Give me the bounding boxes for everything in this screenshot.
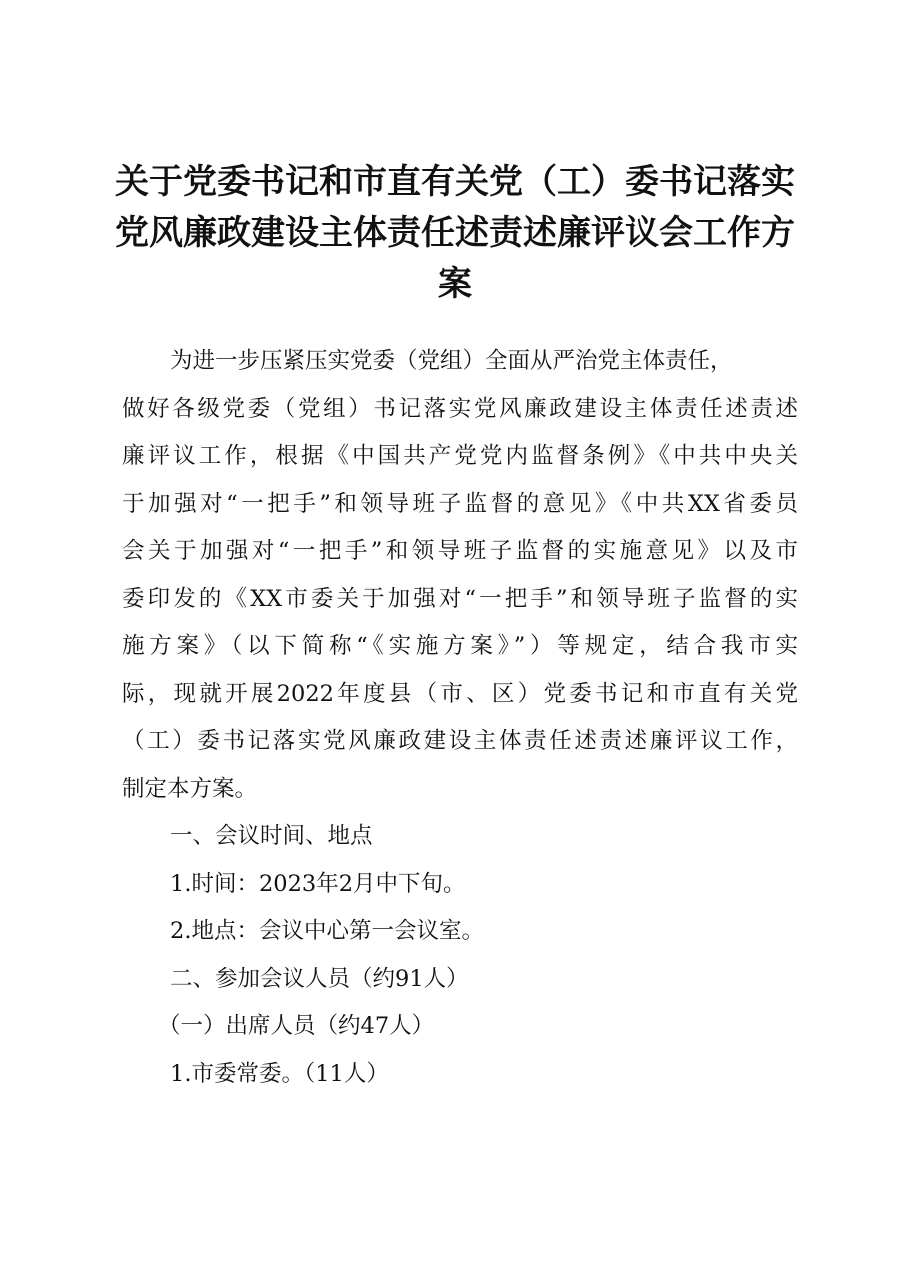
paragraph-line: 会关于加强对“一把手”和领导班子监督的实施意见》以及市 (122, 538, 798, 564)
title-line: 党风廉政建设主体责任述责述廉评议会工作方 (115, 213, 795, 253)
paragraph-line: 做好各级党委（党组）书记落实党风廉政建设主体责任述责述 (122, 395, 798, 422)
paragraph-line: 际，现就开展2022年度县（市、区）党委书记和市直有关党 (122, 680, 798, 707)
paragraph-line: （工）委书记落实党风廉政建设主体责任述责述廉评议工作， (122, 728, 798, 754)
paragraph-line: 廉评议工作，根据《中国共产党党内监督条例》《中共中央关 (122, 443, 798, 469)
paragraph-line: 施方案》（以下简称“《实施方案》”）等规定，结合我市实 (122, 633, 798, 659)
section-heading: 一、会议时间、地点 (170, 823, 373, 849)
title-line: 关于党委书记和市直有关党（工）委书记落实 (115, 162, 795, 202)
title-line: 案 (438, 264, 472, 304)
section-item: 1.市委常委。（11人） (170, 1060, 389, 1087)
section-item: 2.地点：会议中心第一会议室。 (170, 918, 484, 944)
paragraph-line: 委印发的《XX市委关于加强对“一把手”和领导班子监督的实 (122, 585, 798, 612)
section-item: 1.时间：2023年2月中下旬。 (170, 870, 466, 897)
paragraph-line: 于加强对“一把手”和领导班子监督的意见》《中共XX省委员 (122, 490, 798, 517)
intro-paragraph (122, 338, 798, 813)
paragraph-line: 为进一步压紧压实党委（党组）全面从严治党主体责任， (170, 348, 733, 374)
document-title (100, 157, 810, 310)
paragraph-line: 制定本方案。 (122, 775, 258, 802)
document-body (122, 338, 798, 1098)
section-heading: 二、参加会议人员（约91人） (170, 965, 469, 992)
subsection-heading: （一）出席人员（约47人） (158, 1013, 435, 1039)
